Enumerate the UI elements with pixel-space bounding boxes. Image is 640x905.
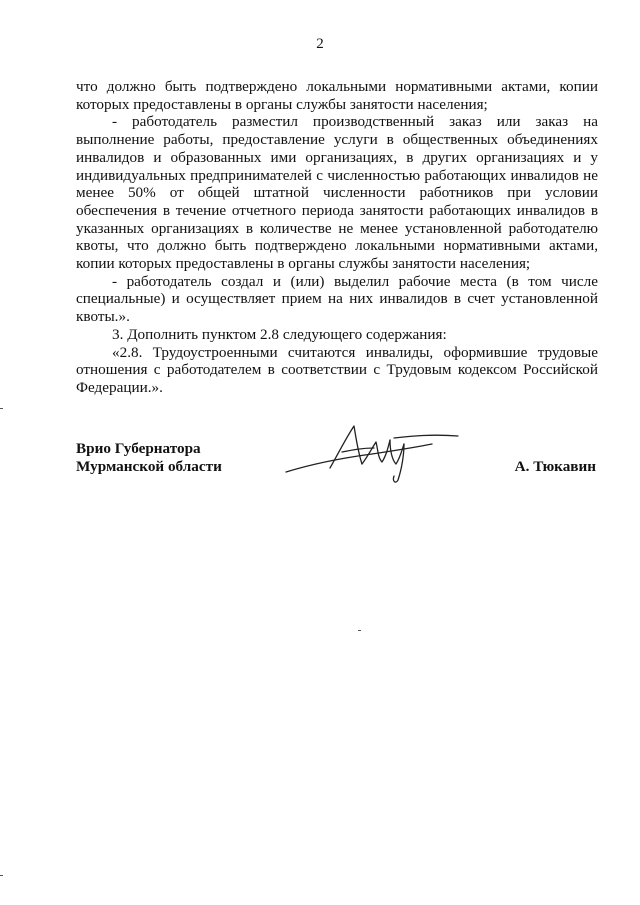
document-body [76, 78, 598, 397]
scan-mark-top [0, 408, 3, 409]
scan-mark-bottom [0, 875, 3, 876]
signatory-name: А. Тюкавин [514, 458, 596, 475]
signatory-title [76, 440, 222, 476]
paragraph-item-3: 3. Дополнить пунктом 2.8 следующего содержания: [112, 325, 447, 343]
paragraph-workplaces: - работодатель создал и (или) выделил рабочие места (в том числе специальные) и осуществляет прием на них инвалидов в счет установленной квоты.». [76, 272, 598, 326]
paragraph-item-2-8: «2.8. Трудоустроенными считаются инвалиды, оформившие трудовые отношения с работодателем в соответствии с Трудовым кодексом Российской Федерации.». [76, 343, 598, 396]
paragraph-continuation: что должно быть подтверждено локальными нормативными актами, копии которых предоставлены в органы службы занятости населения; [76, 78, 598, 113]
signatory-title-line2: Мурманской области [76, 458, 222, 475]
page-number: 2 [316, 36, 324, 52]
paragraph-production-order: - работодатель разместил производственный заказ или заказ на выполнение работы, предоставление услуги в общественных объединениях инвалидов и образованных ими организациях, в других организациях и у индивидуальных предпринимателей с численностью работающих инвалидов не менее 50% от общей штатной численности работников при условии обеспечения в течение отчетного периода занятости работающих инвалидов в указанных организациях в количестве не менее установленной работодателю квоты, что должно быть подтверждено локальными нормативными актами, копии которых предоставлены в органы службы занятости населения; [76, 113, 598, 273]
signatory-title-line1: Врио Губернатора [76, 440, 201, 457]
scan-mark-middle [358, 630, 361, 631]
handwritten-signature [282, 418, 472, 488]
